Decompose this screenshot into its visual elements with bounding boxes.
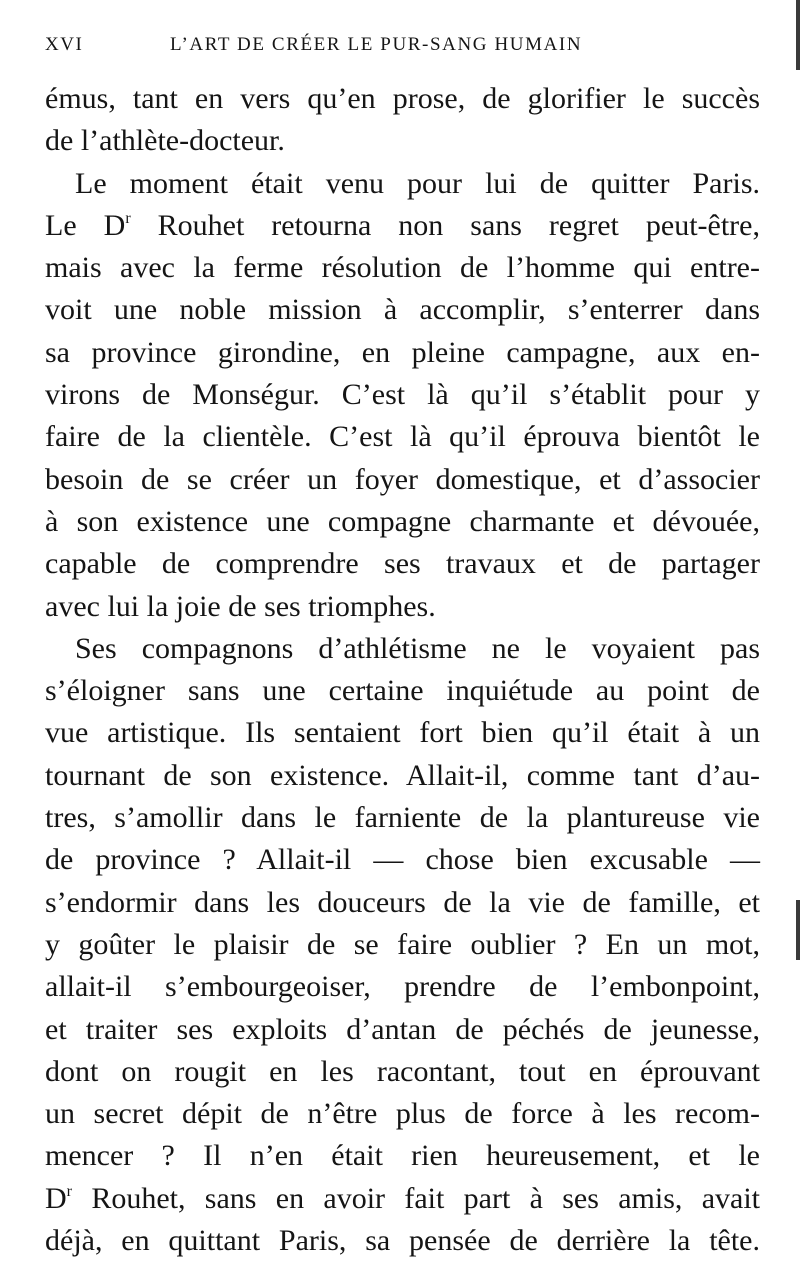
text-line: et traiter ses exploits d’antan de péchés de jeunesse, xyxy=(45,1012,760,1046)
text-line: sa province girondine, en pleine campagne, aux en- xyxy=(45,335,760,369)
text-line: de province ? Allait-il — chose bien excusable — xyxy=(45,843,760,877)
text-line: Ses compagnons d’athlétisme ne le voyaient pas xyxy=(75,631,760,665)
text-fragment: Le D xyxy=(45,208,126,242)
text-fragment: Rouhet retourna non sans regret peut-être, xyxy=(130,208,760,242)
text-line: s’endormir dans les douceurs de la vie de famille, et xyxy=(45,885,760,919)
text-line: déjà, en quittant Paris, sa pensée de derrière la tête. xyxy=(45,1224,760,1258)
text-line: capable de comprendre ses travaux et de partager xyxy=(45,547,760,581)
text-line: faire de la clientèle. C’est là qu’il éprouva bientôt le xyxy=(45,420,760,454)
superscript: r xyxy=(66,1182,72,1200)
text-line: tournant de son existence. Allait-il, comme tant d’au- xyxy=(45,758,760,792)
text-line: à son existence une compagne charmante et dévouée, xyxy=(45,504,760,538)
text-line: vue artistique. Ils sentaient fort bien qu’il était à un xyxy=(45,716,760,750)
text-line xyxy=(45,1178,760,1220)
text-line: s’éloigner sans une certaine inquiétude au point de xyxy=(45,674,760,708)
text-line: voit une noble mission à accomplir, s’enterrer dans xyxy=(45,293,760,327)
text-line: virons de Monségur. C’est là qu’il s’établit pour y xyxy=(45,378,760,412)
text-line: tres, s’amollir dans le farniente de la plantureuse vie xyxy=(45,801,760,835)
text-fragment: Rouhet, sans en avoir fait part à ses amis, avait xyxy=(72,1181,760,1215)
page-edge-shadow xyxy=(796,900,800,960)
text-line xyxy=(45,205,760,247)
text-line: Le moment était venu pour lui de quitter Paris. xyxy=(75,166,760,200)
text-line: mais avec la ferme résolution de l’homme qui entre- xyxy=(45,251,760,285)
page-edge-shadow xyxy=(796,0,800,70)
body-text xyxy=(45,78,760,1262)
superscript: r xyxy=(125,209,131,227)
text-line: mencer ? Il n’en était rien heureusement, et le xyxy=(45,1139,760,1173)
page-header xyxy=(45,34,745,64)
text-line: besoin de se créer un foyer domestique, et d’associer xyxy=(45,462,760,496)
running-title: L’ART DE CRÉER LE PUR-SANG HUMAIN xyxy=(170,34,583,55)
text-fragment: D xyxy=(45,1181,67,1215)
text-line: avec lui la joie de ses triomphes. xyxy=(45,589,436,623)
text-line: de l’athlète-docteur. xyxy=(45,124,285,158)
text-line: y goûter le plaisir de se faire oublier ? En un mot, xyxy=(45,927,760,961)
text-line: émus, tant en vers qu’en prose, de glorifier le succès xyxy=(45,82,760,115)
page-number: XVI xyxy=(45,34,84,55)
text-line: dont on rougit en les racontant, tout en éprouvant xyxy=(45,1054,760,1088)
text-line: un secret dépit de n’être plus de force à les recom- xyxy=(45,1097,760,1131)
text-line: allait-il s’embourgeoiser, prendre de l’embonpoint, xyxy=(45,970,760,1004)
